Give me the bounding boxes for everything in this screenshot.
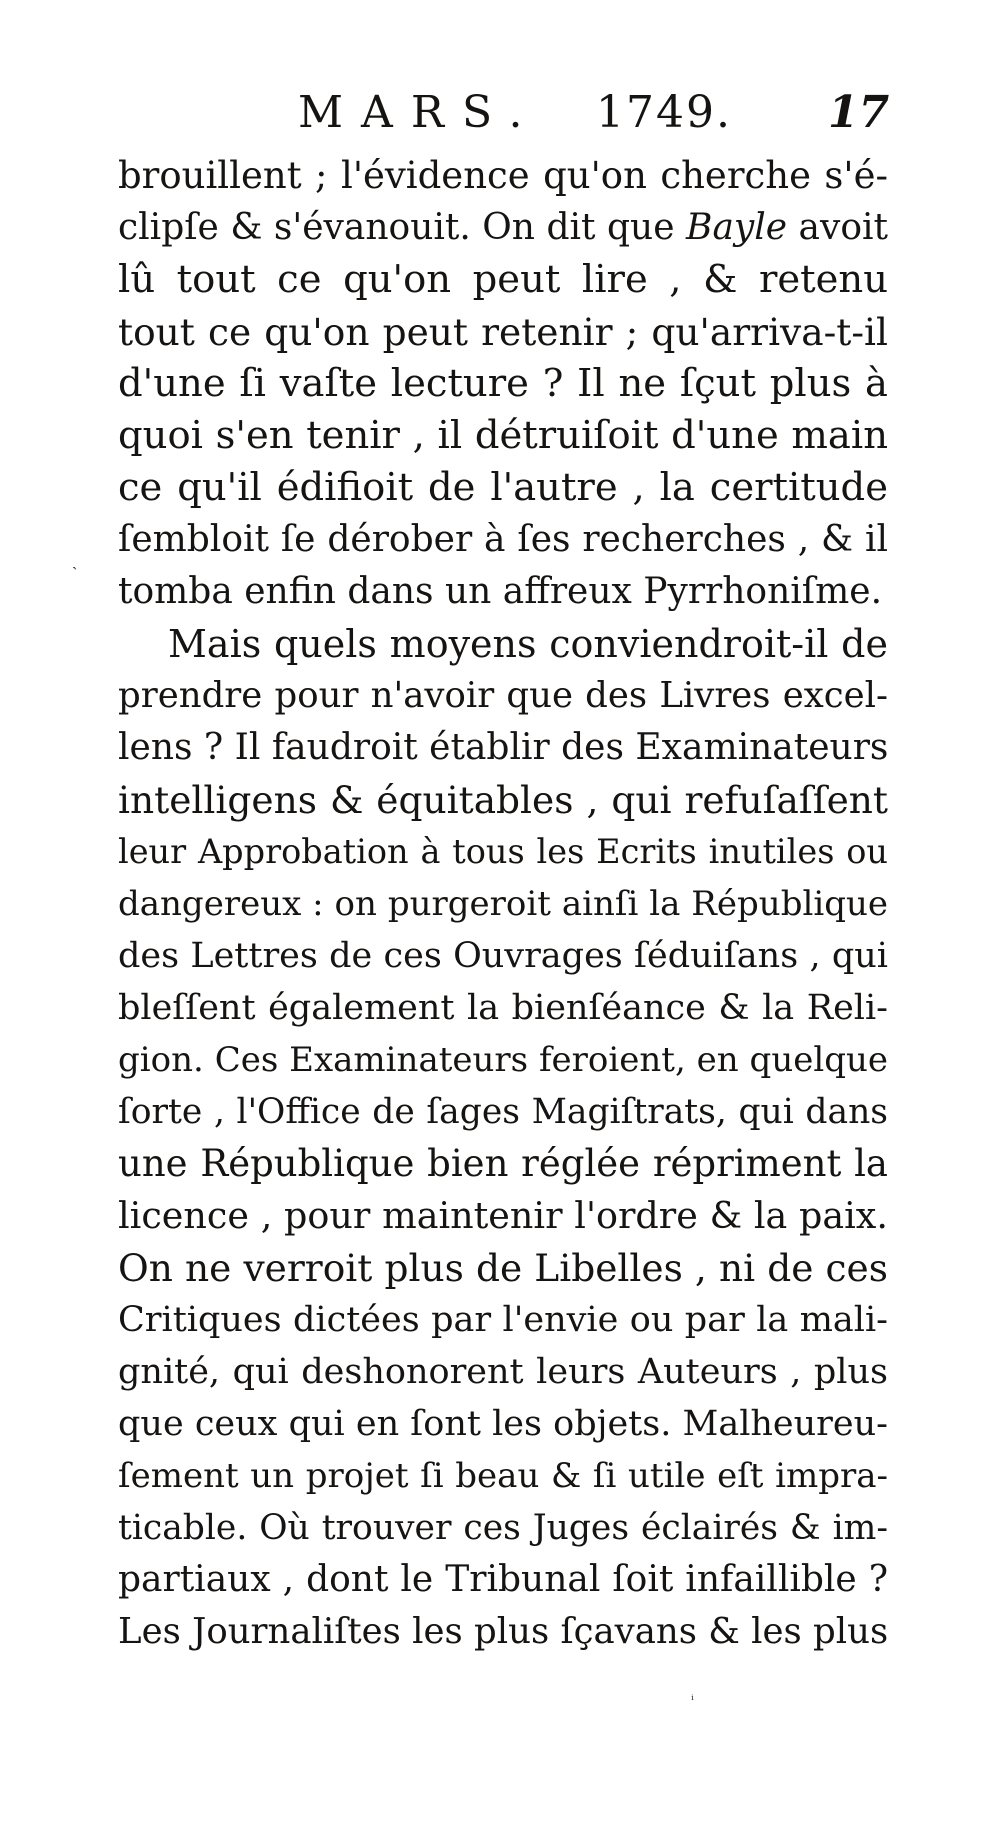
text-fragment: avoit: [787, 207, 888, 248]
text-line: ſorte , l'Office de ſages Magiſtrats, qui dans: [118, 1092, 888, 1132]
text-line: tomba enfin dans un affreux Pyrrhoniſme.: [118, 571, 883, 612]
text-fragment: clipſe & s'évanouit. On dit que: [118, 207, 686, 248]
text-line: d'une ſi vaſte lecture ? Il ne ſçut plus à: [118, 361, 888, 406]
running-head: [0, 78, 1000, 148]
text-line: Mais quels moyens conviendroit-il de: [168, 622, 888, 666]
author-name-bayle: Bayle: [685, 207, 788, 248]
text-line: [118, 202, 888, 254]
text-line: tout ce qu'on peut retenir ; qu'arriva-t-il: [118, 310, 888, 354]
paragraph-1: [118, 150, 888, 618]
text-line: des Lettres de ces Ouvrages ſéduiſans , qui: [118, 936, 888, 976]
text-line: ſement un projet ſi beau & ſi utile eſt impra-: [118, 1456, 888, 1496]
text-line: lens ? Il faudroit établir des Examinateurs: [118, 727, 889, 768]
page-number: 17: [828, 87, 890, 138]
text-line: partiaux , dont le Tribunal ſoit infaillible ?: [118, 1559, 888, 1600]
text-line: Les Journaliſtes les plus ſçavans & les plus: [118, 1611, 889, 1652]
ink-speck: ˎ: [72, 551, 78, 570]
text-line: dangereux : on purgeroit ainſi la République: [118, 884, 888, 924]
text-line: On ne verroit plus de Libelles , ni de ces: [118, 1246, 888, 1290]
running-head-year: 1749.: [596, 87, 732, 138]
paragraph-2: [118, 618, 888, 1658]
text-line: leur Approbation à tous les Ecrits inutiles ou: [118, 832, 888, 871]
ink-mark: ᵢ: [691, 1688, 694, 1704]
text-line: une République bien réglée répriment la: [118, 1142, 888, 1185]
text-line: que ceux qui en ſont les objets. Malheureu-: [118, 1404, 888, 1444]
text-line: quoi s'en tenir , il détruiſoit d'une main: [118, 413, 888, 458]
text-line: gnité, qui deshonorent leurs Auteurs , plus: [118, 1352, 888, 1392]
text-line: licence , pour maintenir l'ordre & la paix.: [118, 1194, 888, 1237]
text-line: ticable. Où trouver ces Juges éclairés & im-: [118, 1508, 888, 1548]
text-line: intelligens & équitables , qui refuſaſſent: [118, 778, 888, 822]
running-head-month: MARS.: [298, 87, 541, 138]
body-text: [118, 150, 888, 1658]
text-line: gion. Ces Examinateurs feroient, en quelque: [118, 1040, 888, 1080]
text-line: lû tout ce qu'on peut lire , & retenu: [118, 257, 888, 302]
text-line: prendre pour n'avoir que des Livres excel-: [118, 675, 888, 716]
text-line: brouillent ; l'évidence qu'on cherche s'é-: [118, 154, 888, 197]
text-line: bleſſent également la bienſéance & la Reli-: [118, 988, 888, 1028]
text-line: ſembloit ſe dérober à ſes recherches , & il: [118, 519, 888, 560]
text-line: ce qu'il édifioit de l'autre , la certitude: [118, 465, 888, 510]
text-line: Critiques dictées par l'envie ou par la mali-: [118, 1300, 888, 1340]
